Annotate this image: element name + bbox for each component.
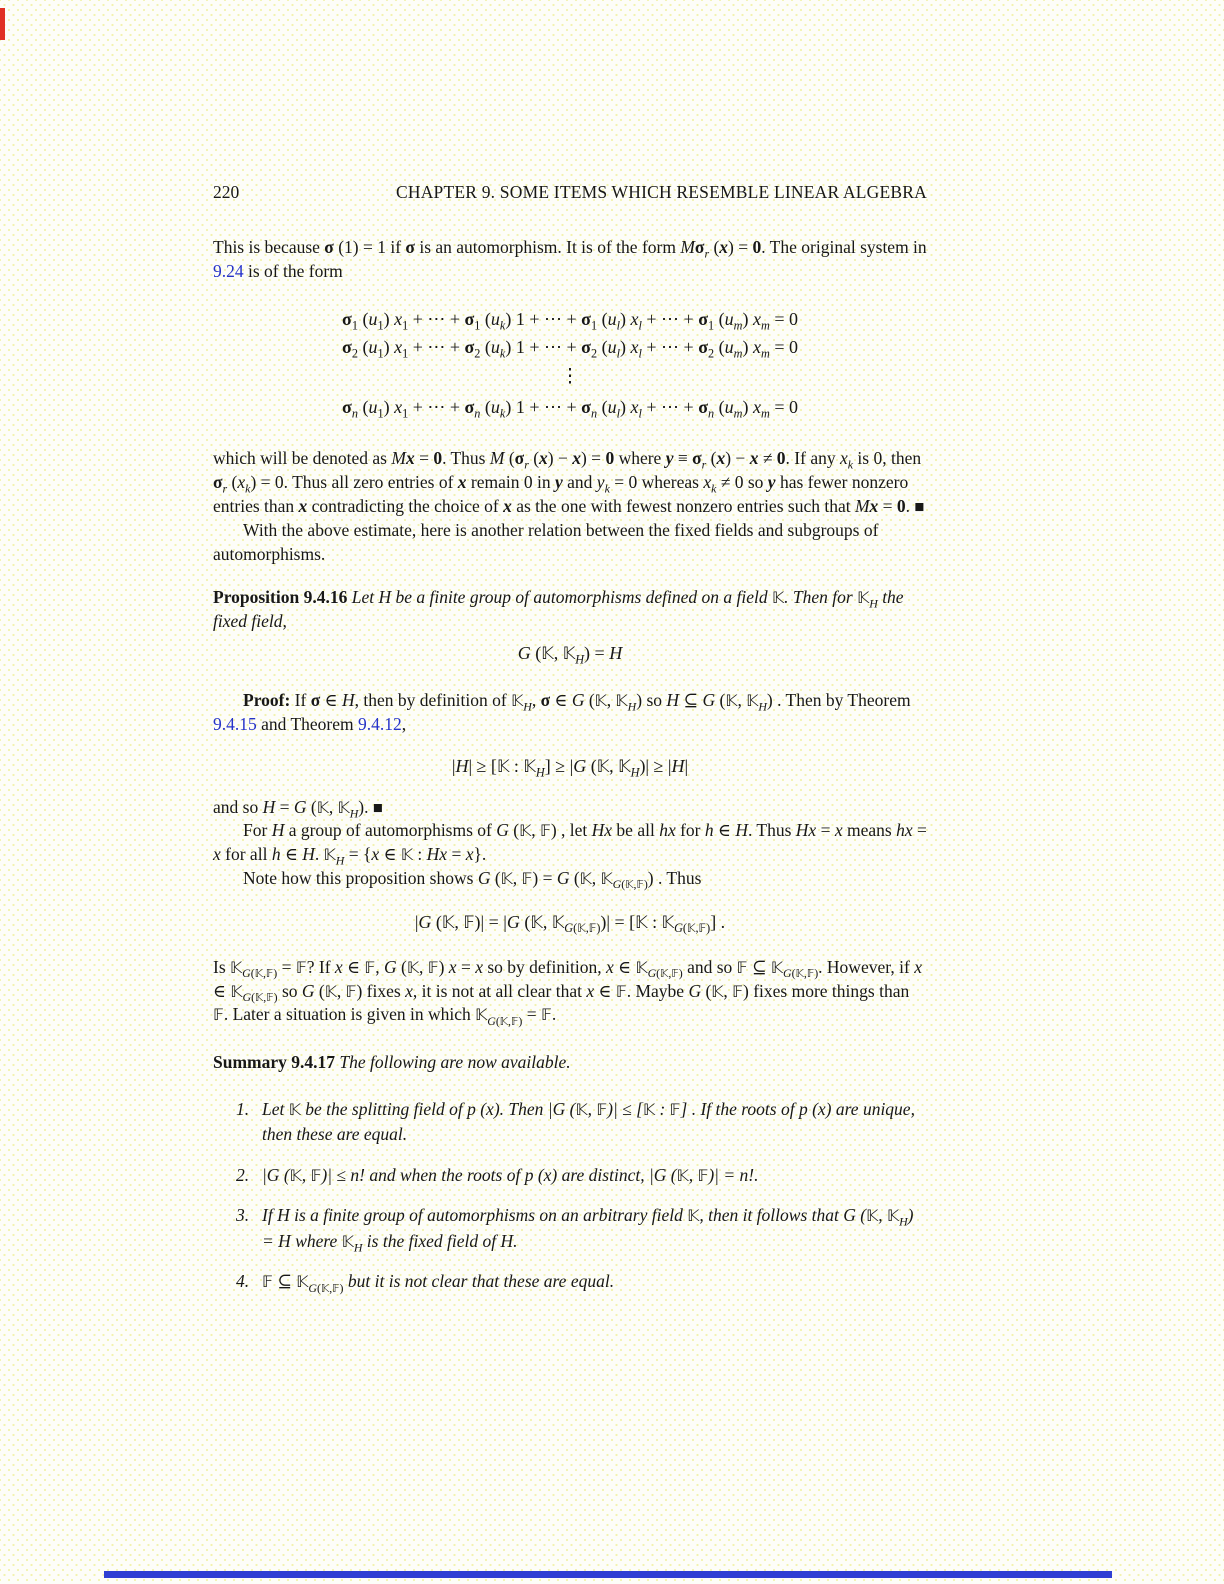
ref-link-9-4-12[interactable]: 9.4.12 bbox=[358, 713, 402, 734]
scan-artifact-red bbox=[0, 8, 5, 40]
summary-item-1-text: Let 𝕂 be the splitting field of p (x). Then |G (𝕂, 𝔽)| ≤ [𝕂 : 𝔽] . If the roots of p (x) are unique, then these are equal. bbox=[262, 1098, 915, 1145]
intro-paragraph: This is because σ (1) = 1 if σ is an automorphism. It is of the form $M\sigma_r$ (x) = 0. The original system in 9.24 is of the form bbox=[213, 236, 927, 281]
equation-row-2: $\sigma_2$ $(u_1) x_1$ + ⋯ + $\sigma_2$ $(u_k) 1$ + ⋯ + $\sigma_2$ $(u_l) x_l$ + ⋯ + $\sigma_2$ $(u_m) x_m = 0$ bbox=[342, 337, 798, 361]
group-action-paragraph: For H a group of automorphisms of G (𝕂, 𝔽) , let Hx be all hx for h ∈ H. Thus Hx = x means hx = x for all h ∈ H. 𝕂$_H$ = {x ∈ 𝕂 : Hx = x}. bbox=[213, 820, 927, 868]
denote-paragraph: which will be denoted as Mx = 0. Thus M ($\sigma_r$ (x) − x) = 0 where $y \equiv \sigma_r$ (x) − x ≠ 0. If any $x_k$ is 0, then $\sigma_r$ $(x_k) = 0$. Thus all zero entries of x remain 0 in y and $y_k = 0$ whereas $x_k \ne 0$ so y has fewer nonzero entries than x contradicting the choice of x as the one with fewest nonzero entries such that Mx = 0. ■ bbox=[213, 448, 925, 516]
estimate-paragraph: With the above estimate, here is another relation between the fixed fields and subgroups of automorphisms. bbox=[213, 519, 879, 564]
fixed-field-question-paragraph: Is 𝕂$_{G(𝕂,𝔽)}$ = 𝔽? If x ∈ 𝔽, G (𝕂, 𝔽) x = x so by definition, x ∈ 𝕂$_{G(𝕂,𝔽)}$ and so 𝔽 ⊆ 𝕂$_{G(𝕂,𝔽)}$. However, if x ∈ 𝕂$_{G(𝕂,𝔽)}$ so G (𝕂, 𝔽) fixes x, it is not at all clear that x ∈ 𝔽. Maybe G (𝕂, 𝔽) fixes more things than 𝔽. Later a situation is given in which 𝕂$_{G(𝕂,𝔽)}$ = 𝔽. bbox=[213, 956, 922, 1028]
summary-9-4-17: Summary 9.4.17 The following are now available. bbox=[213, 1052, 571, 1073]
page-header bbox=[213, 181, 927, 205]
summary-item-2 bbox=[213, 1163, 927, 1189]
summary-item-2-text: |G (𝕂, 𝔽)| ≤ n! and when the roots of p (x) are distinct, |G (𝕂, 𝔽)| = n!. bbox=[262, 1164, 759, 1185]
summary-list bbox=[213, 1097, 927, 1295]
summary-item-4-number: 4. bbox=[236, 1271, 250, 1292]
equation-row-1: $\sigma_1$ $(u_1) x_1$ + ⋯ + $\sigma_1$ $(u_k) 1$ + ⋯ + $\sigma_1$ $(u_l) x_l$ + ⋯ + $\sigma_1$ $(u_m) x_m = 0$ bbox=[342, 309, 798, 333]
summary-item-1-number: 1. bbox=[236, 1098, 250, 1119]
page-number: 220 bbox=[213, 182, 240, 202]
chapter-title: CHAPTER 9. SOME ITEMS WHICH RESEMBLE LINEAR ALGEBRA bbox=[395, 182, 927, 202]
summary-item-3 bbox=[213, 1203, 927, 1254]
summary-item-4 bbox=[213, 1269, 927, 1295]
proof-conclusion: and so H = G (𝕂, 𝕂$_H$). ■ bbox=[213, 796, 383, 821]
page-content bbox=[213, 0, 927, 1310]
equation-system bbox=[213, 305, 927, 421]
summary-item-2-number: 2. bbox=[236, 1164, 250, 1185]
proposition-equation: G (𝕂, 𝕂$_H$) = H bbox=[517, 642, 623, 667]
ref-link-9-24[interactable]: 9.24 bbox=[213, 260, 244, 281]
note-paragraph: Note how this proposition shows G (𝕂, 𝔽) = G (𝕂, 𝕂$_{G(𝕂,𝔽)}$) . Thus bbox=[243, 867, 702, 892]
vertical-dots: ⋮ bbox=[560, 366, 580, 388]
scan-artifact-blue bbox=[104, 1571, 1112, 1578]
equation-row-n: $\sigma_n$ $(u_1) x_1$ + ⋯ + $\sigma_n$ $(u_k) 1$ + ⋯ + $\sigma_n$ $(u_l) x_l$ + ⋯ + $\sigma_n$ $(u_m) x_m = 0$ bbox=[342, 397, 798, 421]
summary-item-1 bbox=[213, 1097, 927, 1148]
cardinality-equation: |G (𝕂, 𝔽)| = |G (𝕂, 𝕂$_{G(𝕂,𝔽)}$)| = [𝕂 : 𝕂$_{G(𝕂,𝔽)}$] . bbox=[414, 911, 726, 936]
summary-item-4-text: 𝔽 ⊆ 𝕂$_{G(𝕂,𝔽)}$ but it is not clear that these are equal. bbox=[262, 1271, 615, 1295]
proof-paragraph: Proof: If σ ∈ H, then by definition of 𝕂$_H$, σ ∈ G (𝕂, 𝕂$_H$) so H ⊆ G (𝕂, 𝕂$_H$) . Then by Theorem 9.4.15 and Theorem 9.4.12, bbox=[213, 689, 911, 734]
ref-link-9-4-15[interactable]: 9.4.15 bbox=[213, 713, 257, 734]
proof-inequality-equation: |H| ≥ [𝕂 : 𝕂$_H$] ≥ |G (𝕂, 𝕂$_H$)| ≥ |H| bbox=[451, 755, 689, 780]
summary-item-3-number: 3. bbox=[236, 1205, 250, 1226]
summary-item-3-text: If H is a finite group of automorphisms on an arbitrary field 𝕂, then it follows that G (𝕂, 𝕂$_H$) = H where 𝕂$_H$ is the fixed field of H. bbox=[262, 1205, 914, 1255]
proposition-9-4-16: Proposition 9.4.16 Let H be a finite group of automorphisms defined on a field 𝕂. Then for 𝕂$_H$ the fixed field, bbox=[213, 587, 904, 632]
